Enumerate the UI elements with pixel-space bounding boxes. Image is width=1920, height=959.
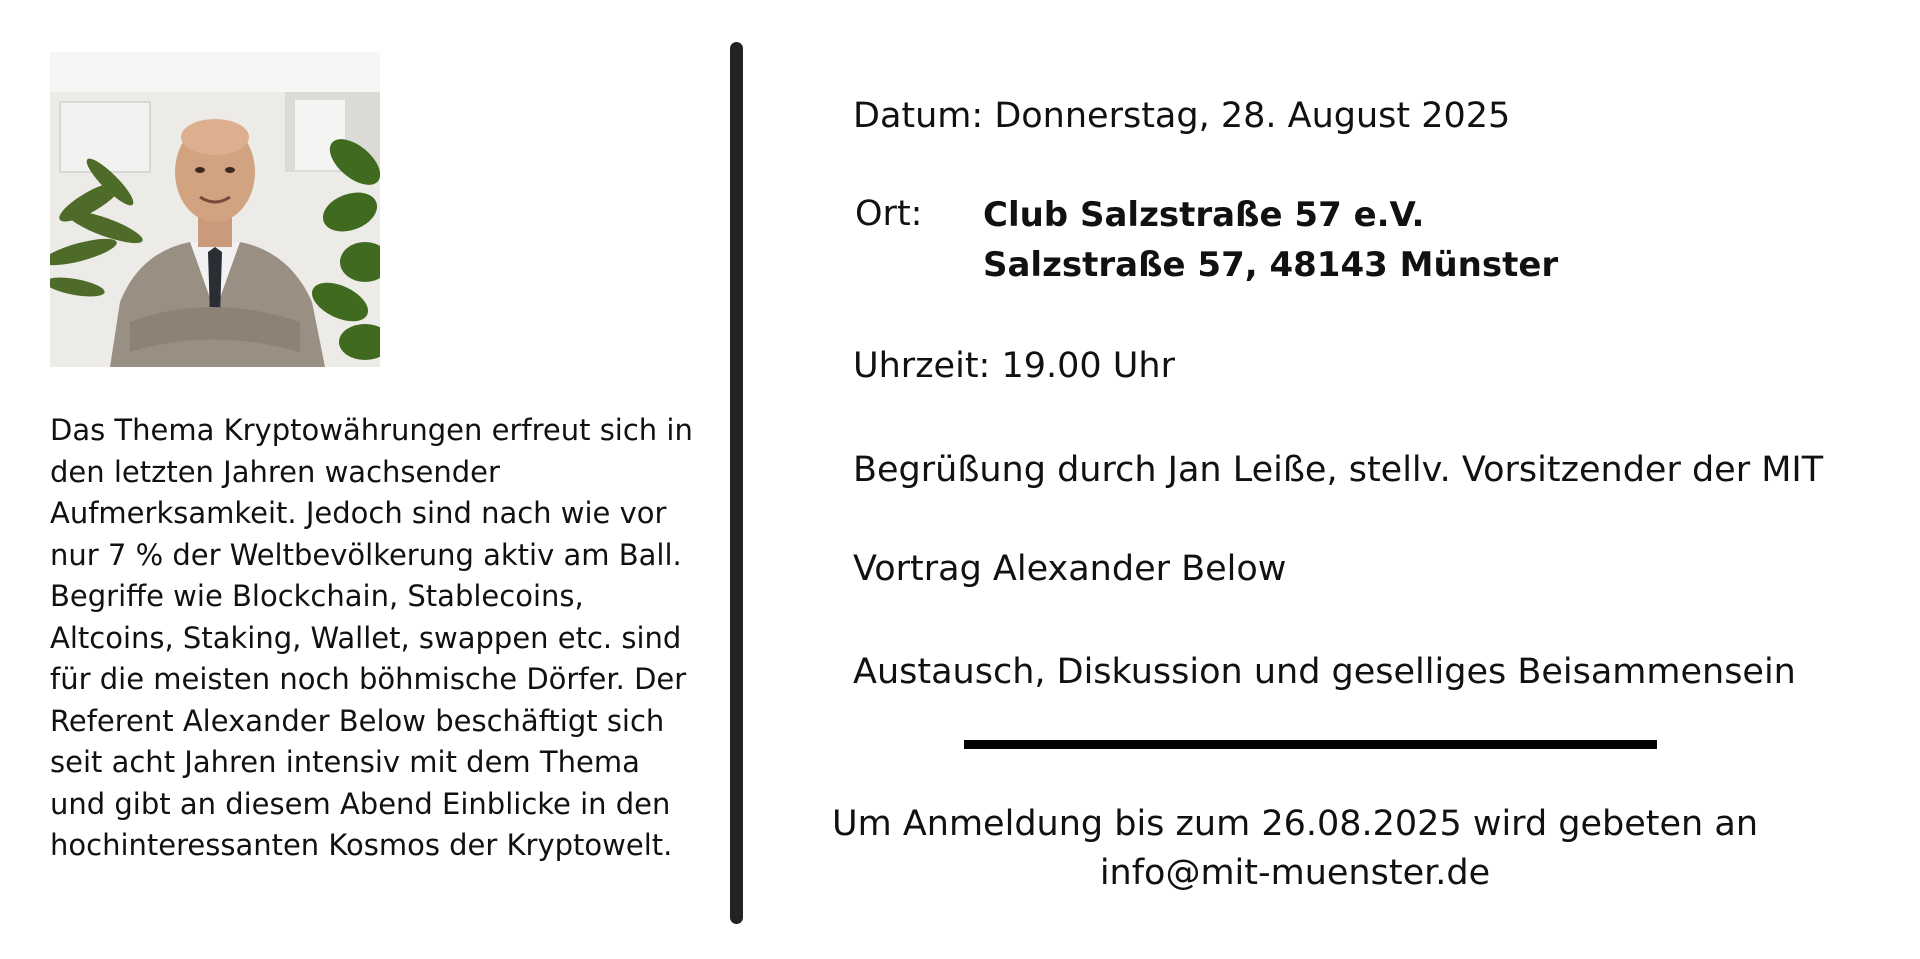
registration-email[interactable]: info@mit-muenster.de — [1099, 853, 1491, 893]
location-address: Salzstraße 57, 48143 Münster — [983, 245, 1559, 285]
event-time: Uhrzeit: 19.00 Uhr — [853, 346, 1175, 386]
event-date: Datum: Donnerstag, 28. August 2025 — [853, 96, 1511, 136]
speaker-photo-illustration — [50, 52, 380, 367]
location-details — [983, 190, 1558, 290]
registration-note — [820, 800, 1770, 898]
horizontal-rule — [964, 740, 1657, 749]
event-greeting: Begrüßung durch Jan Leiße, stellv. Vorsitzender der MIT — [853, 450, 1824, 490]
event-exchange: Austausch, Diskussion und geselliges Beisammensein — [853, 652, 1796, 692]
registration-text: Um Anmeldung bis zum 26.08.2025 wird gebeten an — [832, 804, 1758, 844]
speaker-photo — [50, 52, 380, 367]
vertical-divider — [730, 42, 743, 924]
location-label: Ort: — [855, 194, 923, 234]
location-name: Club Salzstraße 57 e.V. — [983, 195, 1425, 235]
event-description: Das Thema Kryptowährungen erfreut sich in den letzten Jahren wachsender Aufmerksamkeit. Jedoch sind nach wie vor nur 7 % der Weltbevölkerung aktiv am Ball. Begriffe wie Blockchain, Stablecoins, Altcoins, Staking, Wallet, swappen etc. sind für die meisten noch böhmische Dörfer. Der Referent Alexander Below beschäftigt sich seit acht Jahren intensiv mit dem Thema und gibt an diesem Abend Einblicke in den hochinteressanten Kosmos der Kryptowelt. — [50, 413, 693, 862]
event-talk: Vortrag Alexander Below — [853, 549, 1287, 589]
